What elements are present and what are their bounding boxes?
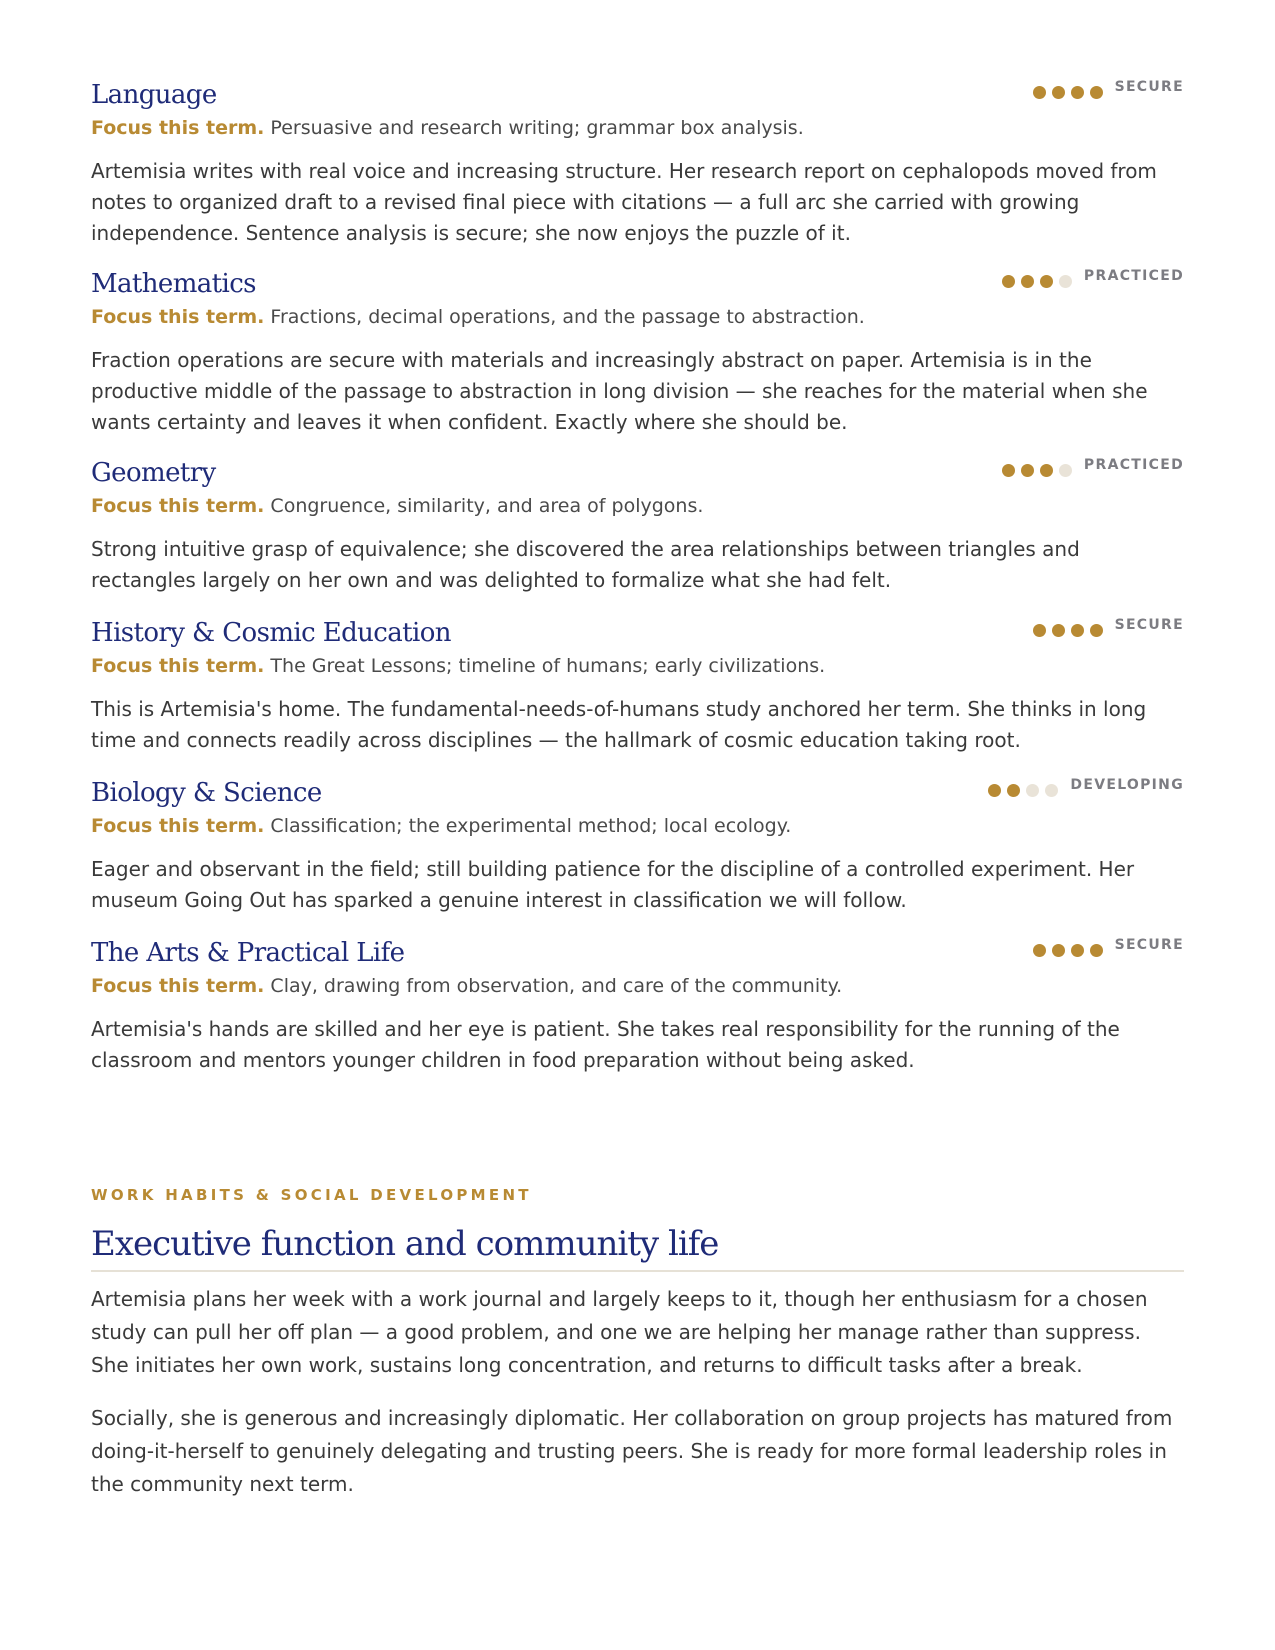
subject-narrative: Eager and observant in the field; still building patience for the discipline of a controlled experiment. Her museum Going Out has sparked a genuine interest in classification we will follow. xyxy=(91,857,1135,912)
level-dot-filled xyxy=(1033,944,1046,957)
level-dot-filled xyxy=(1071,86,1084,99)
level-dot-empty xyxy=(1059,464,1072,477)
level-dots xyxy=(988,784,1058,797)
level-indicator xyxy=(1033,78,1184,102)
subject-header xyxy=(91,616,1184,656)
level-indicator xyxy=(1033,616,1184,640)
subject-title: Language xyxy=(91,80,217,110)
subject-title: Mathematics xyxy=(91,269,256,299)
section-divider xyxy=(91,1270,1184,1272)
level-dots xyxy=(1033,944,1103,957)
focus-line xyxy=(91,974,842,998)
subject-arts xyxy=(91,936,1184,1072)
subject-title: History & Cosmic Education xyxy=(91,618,451,648)
subject-history xyxy=(91,616,1184,752)
level-dot-filled xyxy=(1090,944,1103,957)
focus-line xyxy=(91,814,791,838)
level-dot-empty xyxy=(1045,784,1058,797)
level-dot-filled xyxy=(988,784,1001,797)
section-title: Executive function and community life xyxy=(91,1224,719,1264)
level-dot-filled xyxy=(1040,275,1053,288)
subject-title: The Arts & Practical Life xyxy=(91,938,405,968)
focus-line xyxy=(91,305,865,329)
focus-line xyxy=(91,654,825,678)
focus-text: The Great Lessons; timeline of humans; early civilizations. xyxy=(270,655,826,677)
level-label: DEVELOPING xyxy=(1070,777,1184,793)
focus-label: Focus this term. xyxy=(91,495,265,517)
subject-narrative: Artemisia writes with real voice and increasing structure. Her research report on cephalopods moved from notes to organized draft to a revised final piece with citations — a full arc she carried with growing independence. Sentence analysis is secure; she now enjoys the puzzle of it. xyxy=(91,159,1157,245)
focus-line xyxy=(91,494,703,518)
focus-text: Clay, drawing from observation, and care of the community. xyxy=(270,975,843,997)
focus-text: Persuasive and research writing; grammar box analysis. xyxy=(270,117,804,139)
level-label: PRACTICED xyxy=(1083,268,1184,284)
subject-header xyxy=(91,936,1184,976)
subject-biology xyxy=(91,776,1184,912)
level-dot-filled xyxy=(1052,86,1065,99)
level-dot-filled xyxy=(1033,624,1046,637)
level-dot-filled xyxy=(1002,464,1015,477)
level-label: SECURE xyxy=(1114,937,1184,953)
level-indicator xyxy=(1002,456,1184,480)
level-dot-filled xyxy=(1021,275,1034,288)
focus-label: Focus this term. xyxy=(91,306,265,328)
focus-text: Fractions, decimal operations, and the passage to abstraction. xyxy=(270,306,865,328)
level-indicator xyxy=(1033,936,1184,960)
level-dot-filled xyxy=(1090,624,1103,637)
subject-narrative: Strong intuitive grasp of equivalence; she discovered the area relationships between triangles and rectangles largely on her own and was delighted to formalize what she had felt. xyxy=(91,537,1080,592)
level-dots xyxy=(1033,86,1103,99)
level-label: SECURE xyxy=(1114,79,1184,95)
level-dots xyxy=(1033,624,1103,637)
subject-geometry xyxy=(91,456,1184,592)
section-kicker: WORK HABITS & SOCIAL DEVELOPMENT xyxy=(91,1186,532,1204)
focus-line xyxy=(91,116,804,140)
level-indicator xyxy=(1002,267,1184,291)
level-label: PRACTICED xyxy=(1083,457,1184,473)
focus-label: Focus this term. xyxy=(91,117,265,139)
subject-mathematics xyxy=(91,267,1184,434)
focus-text: Congruence, similarity, and area of polygons. xyxy=(270,495,704,517)
work-habits-paragraph: Artemisia plans her week with a work journal and largely keeps to it, though her enthusiasm for a chosen study can pull her off plan — a good problem, and one we are helping her manage rather than suppress. She initiates her own work, sustains long concentration, and returns to difficult tasks after a break. xyxy=(91,1287,1148,1377)
level-label: SECURE xyxy=(1114,617,1184,633)
level-dot-filled xyxy=(1052,944,1065,957)
subject-narrative: Artemisia's hands are skilled and her eye is patient. She takes real responsibility for the running of the classroom and mentors younger children in food preparation without being asked. xyxy=(91,1017,1120,1072)
subject-header xyxy=(91,456,1184,496)
level-dot-filled xyxy=(1071,944,1084,957)
social-development-paragraph: Socially, she is generous and increasingly diplomatic. Her collaboration on group projects has matured from doing-it-herself to genuinely delegating and trusting peers. She is ready for more formal leadership roles in the community next term. xyxy=(91,1406,1173,1496)
level-dot-filled xyxy=(1071,624,1084,637)
focus-label: Focus this term. xyxy=(91,815,265,837)
level-dot-filled xyxy=(1033,86,1046,99)
level-dot-filled xyxy=(1052,624,1065,637)
focus-label: Focus this term. xyxy=(91,655,265,677)
subject-language xyxy=(91,78,1184,245)
level-dot-filled xyxy=(1040,464,1053,477)
level-dots xyxy=(1002,464,1072,477)
level-dot-empty xyxy=(1026,784,1039,797)
subject-header xyxy=(91,776,1184,816)
level-dot-filled xyxy=(1002,275,1015,288)
focus-label: Focus this term. xyxy=(91,975,265,997)
level-indicator xyxy=(988,776,1184,800)
level-dot-filled xyxy=(1090,86,1103,99)
level-dot-empty xyxy=(1059,275,1072,288)
subject-title: Geometry xyxy=(91,458,216,488)
focus-text: Classification; the experimental method; local ecology. xyxy=(270,815,792,837)
subject-header xyxy=(91,78,1184,118)
subject-header xyxy=(91,267,1184,307)
level-dot-filled xyxy=(1007,784,1020,797)
subject-title: Biology & Science xyxy=(91,778,322,808)
subject-narrative: This is Artemisia's home. The fundamental-needs-of-humans study anchored her term. She thinks in long time and connects readily across disciplines — the hallmark of cosmic education taking root. xyxy=(91,697,1147,752)
level-dots xyxy=(1002,275,1072,288)
level-dot-filled xyxy=(1021,464,1034,477)
subject-narrative: Fraction operations are secure with materials and increasingly abstract on paper. Artemisia is in the productive middle of the passage to abstraction in long division — she reaches for the material when she wants certainty and leaves it when confident. Exactly where she should be. xyxy=(91,348,1148,434)
